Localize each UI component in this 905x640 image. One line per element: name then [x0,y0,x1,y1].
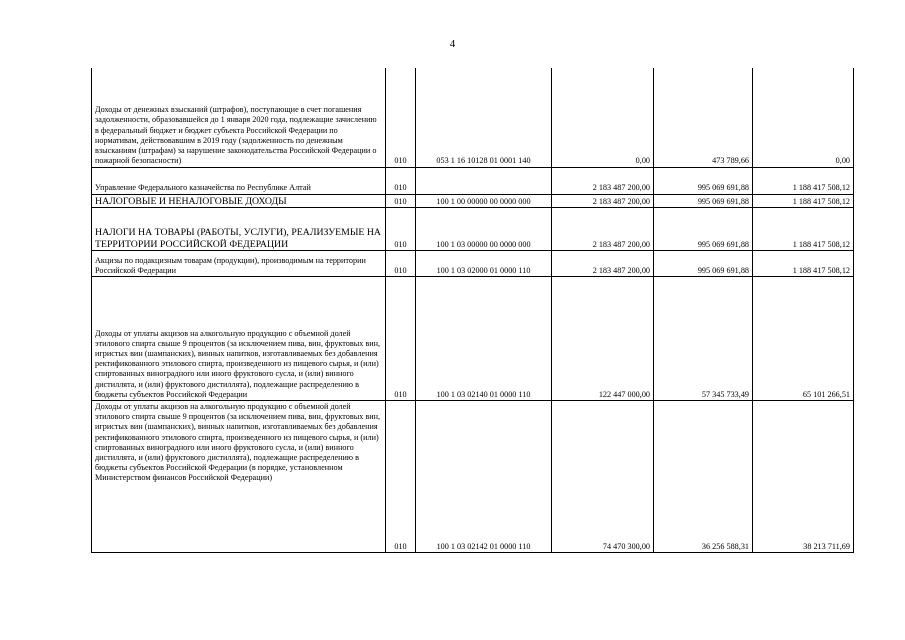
table-row [92,401,854,553]
row-code: 010 [386,167,416,194]
row-executed: 995 069 691,88 [654,167,753,194]
row-unexecuted: 1 188 417 508,12 [753,167,854,194]
row-plan: 122 447 000,00 [552,277,654,401]
table-row [92,251,854,277]
row-kbk: 100 1 03 00000 00 0000 000 [416,208,552,251]
row-kbk: 100 1 03 02142 01 0000 110 [416,401,552,553]
row-executed: 36 256 588,31 [654,401,753,553]
row-name: Доходы от уплаты акцизов на алкогольную продукцию с объемной долей этилового спирта свыше 9 процентов (за исключением пива, вин, фруктовых вин, игристых вин (шампанских), винных напитков, изготавливаемых без добавления ректификованного этилового спирта, произведенного из пищевого сырья, и (или) спиртованных виноградного или иного фруктового сусла, и (или) винного дистиллята, и (или) фруктового дистиллята), подлежащие распределению в бюджеты субъектов Российской Федерации (в порядке, установленном Министерством финансов Российской Федерации) [92,401,386,553]
row-executed: 995 069 691,88 [654,208,753,251]
row-code: 010 [386,68,416,167]
row-unexecuted: 1 188 417 508,12 [753,208,854,251]
row-plan: 2 183 487 200,00 [552,251,654,277]
page-number: 4 [449,38,456,50]
row-unexecuted: 0,00 [753,68,854,167]
row-kbk [416,167,552,194]
row-code: 010 [386,401,416,553]
row-kbk: 100 1 00 00000 00 0000 000 [416,194,552,208]
row-name: Управление Федерального казначейства по Республике Алтай [92,167,386,194]
row-code: 010 [386,277,416,401]
table-row [92,208,854,251]
row-executed: 473 789,66 [654,68,753,167]
row-code: 010 [386,194,416,208]
row-unexecuted: 1 188 417 508,12 [753,251,854,277]
table-row [92,194,854,208]
row-plan: 2 183 487 200,00 [552,194,654,208]
row-name: Доходы от уплаты акцизов на алкогольную продукцию с объемной долей этилового спирта свыше 9 процентов (за исключением пива, вин, фруктовых вин, игристых вин (шампанских), винных напитков, изготавливаемых без добавления ректификованного этилового спирта, произведенного из пищевого сырья, и (или) спиртованных виноградного или иного фруктового сусла, и (или) винного дистиллята, и (или) фруктового дистиллята), подлежащие распределению в бюджеты субъектов Российской Федерации [92,277,386,401]
row-plan: 0,00 [552,68,654,167]
row-plan: 2 183 487 200,00 [552,167,654,194]
table-row [92,68,854,167]
revenue-table [91,68,854,553]
row-name: НАЛОГОВЫЕ И НЕНАЛОГОВЫЕ ДОХОДЫ [92,194,386,208]
row-kbk: 100 1 03 02140 01 0000 110 [416,277,552,401]
row-executed: 57 345 733,49 [654,277,753,401]
row-code: 010 [386,251,416,277]
row-name: Доходы от денежных взысканий (штрафов), поступающие в счет погашения задолженности, образовавшейся до 1 января 2020 года, подлежащие зачислению в федеральный бюджет и бюджет субъекта Российской Федерации по нормативам, действовавшим в 2019 году (задолженность по денежным взысканиям (штрафам) за нарушение законодательства Российской Федерации о пожарной безопасности) [92,68,386,167]
row-executed: 995 069 691,88 [654,194,753,208]
row-executed: 995 069 691,88 [654,251,753,277]
table-row [92,277,854,401]
row-name: Акцизы по подакцизным товарам (продукции), производимым на территории Российской Федерации [92,251,386,277]
row-code: 010 [386,208,416,251]
row-plan: 74 470 300,00 [552,401,654,553]
row-name: НАЛОГИ НА ТОВАРЫ (РАБОТЫ, УСЛУГИ), РЕАЛИЗУЕМЫЕ НА ТЕРРИТОРИИ РОССИЙСКОЙ ФЕДЕРАЦИИ [92,208,386,251]
row-unexecuted: 38 213 711,69 [753,401,854,553]
table-row [92,167,854,194]
row-unexecuted: 65 101 266,51 [753,277,854,401]
row-kbk: 100 1 03 02000 01 0000 110 [416,251,552,277]
row-unexecuted: 1 188 417 508,12 [753,194,854,208]
row-plan: 2 183 487 200,00 [552,208,654,251]
row-kbk: 053 1 16 10128 01 0001 140 [416,68,552,167]
